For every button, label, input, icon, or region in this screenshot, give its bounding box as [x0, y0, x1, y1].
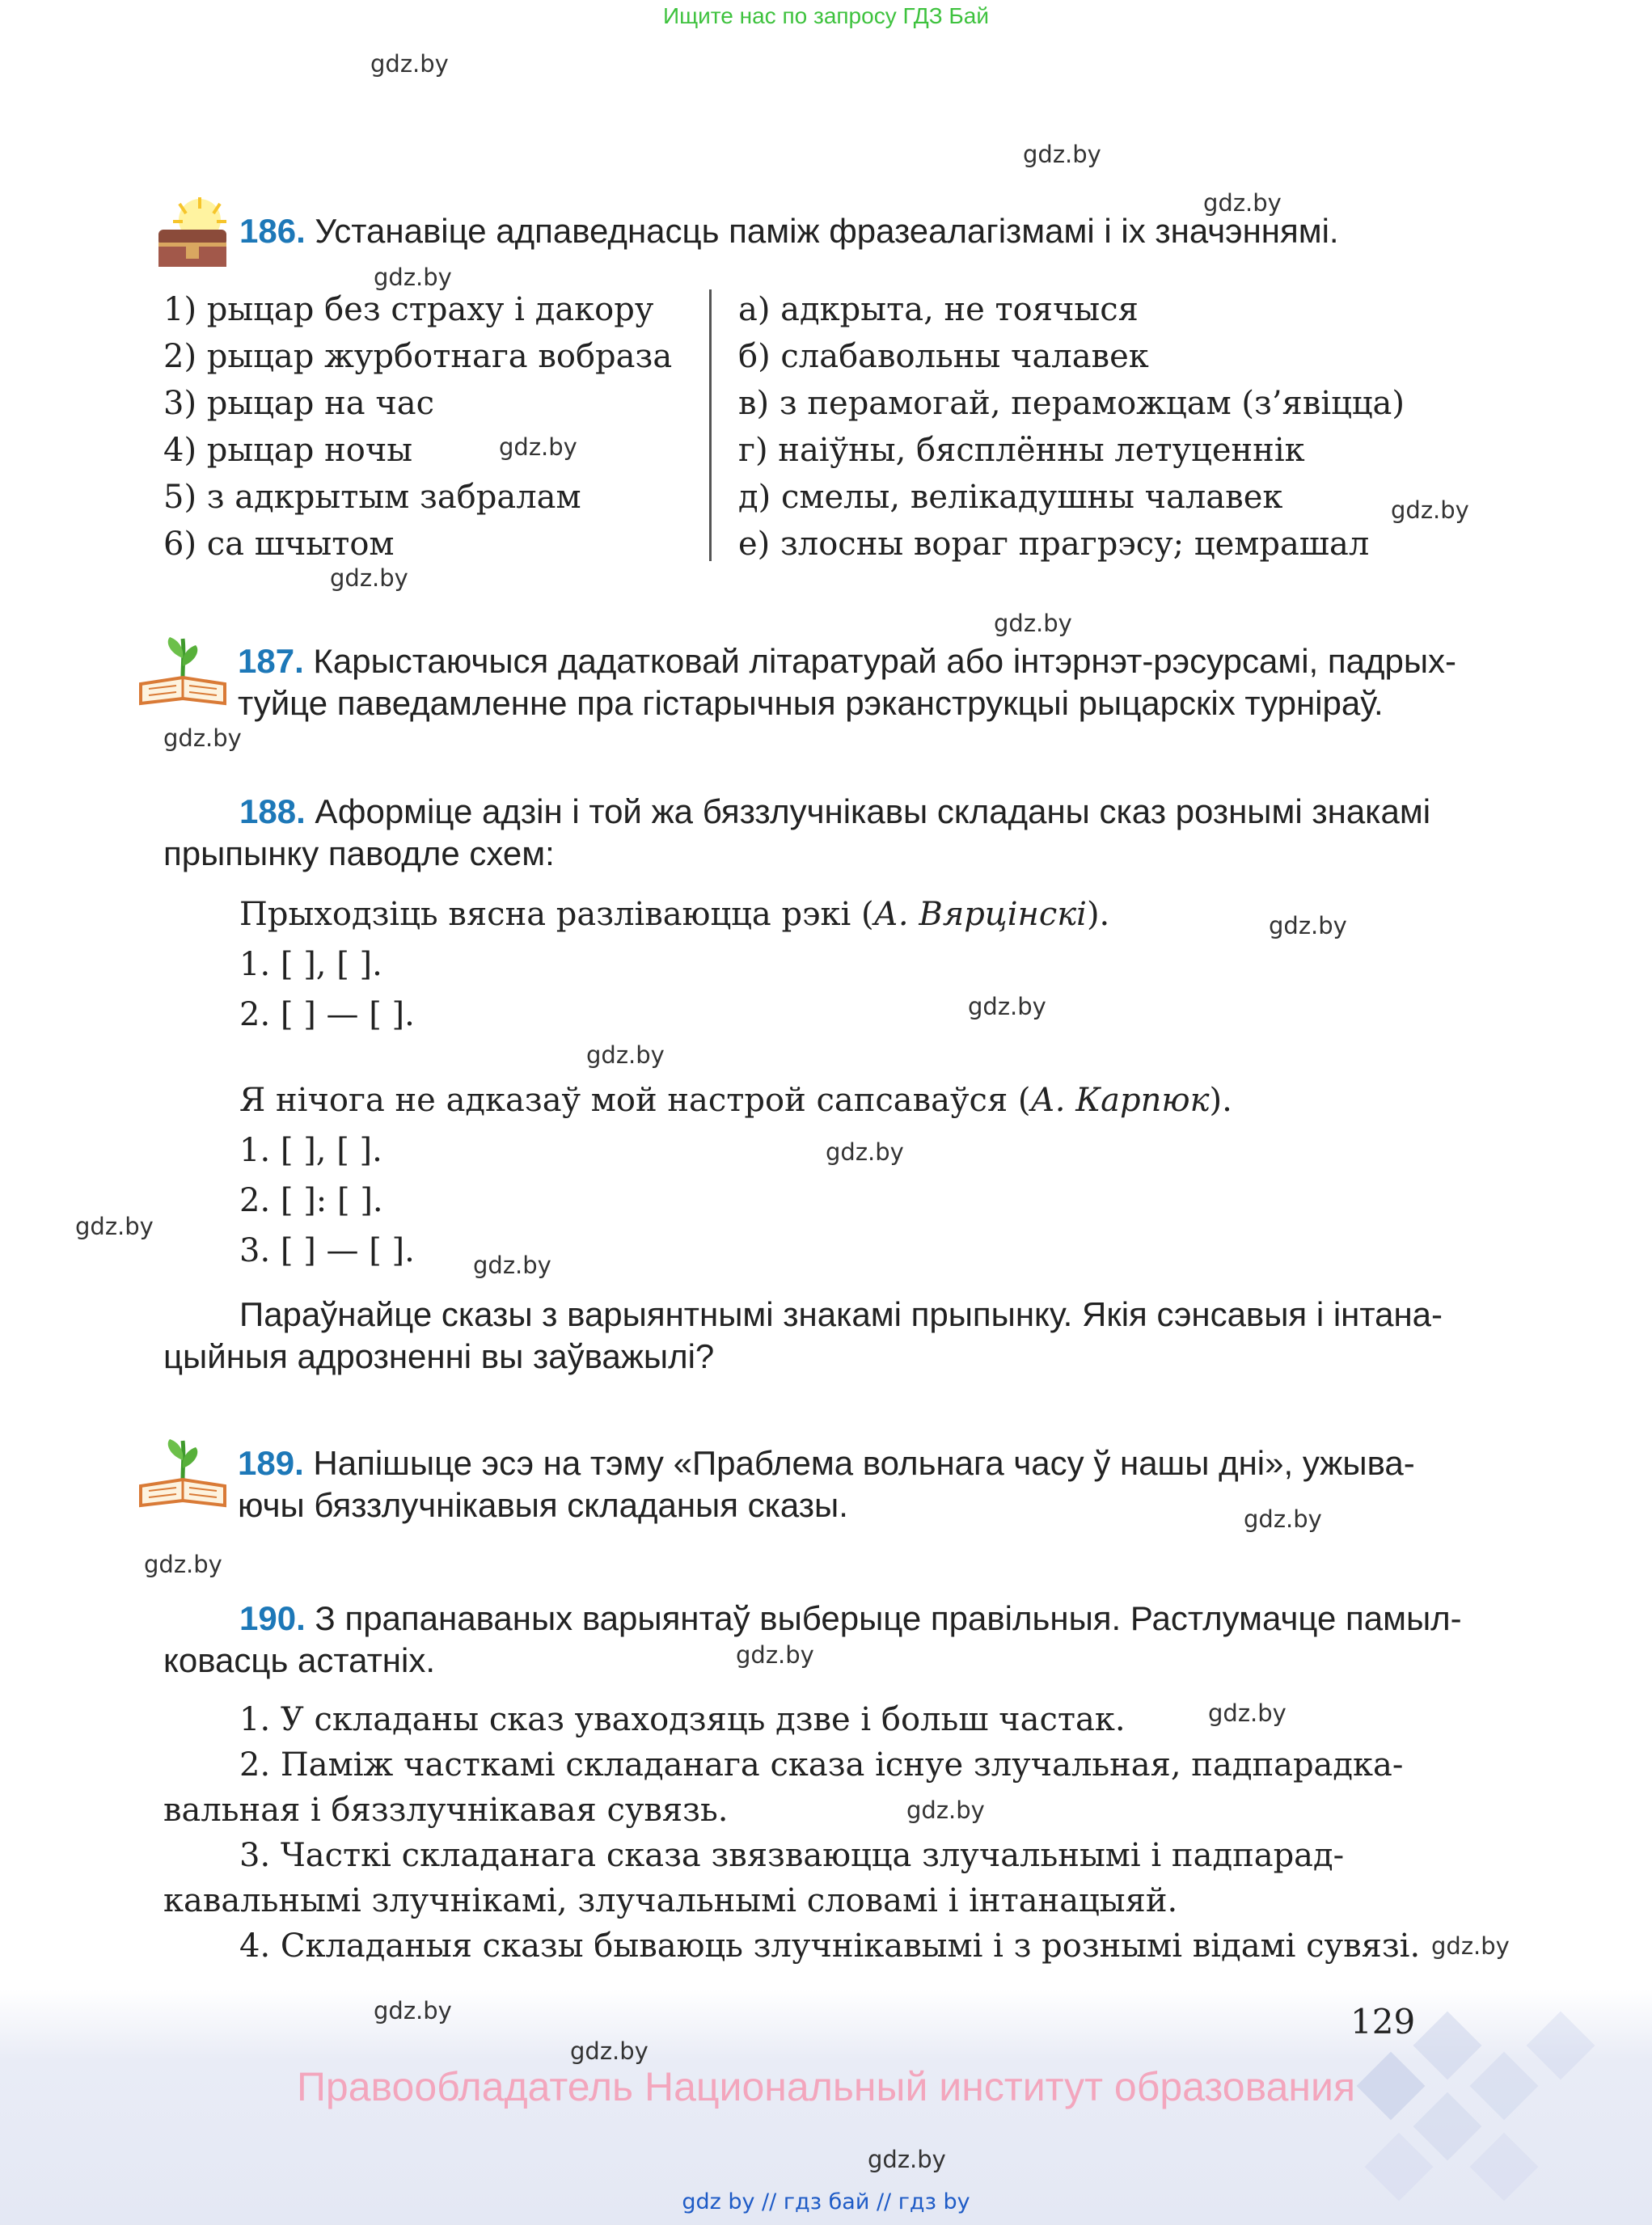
list-item: г) наіўны, бясплённы летуценнік [738, 432, 1305, 469]
watermark: gdz.by [144, 1551, 222, 1578]
list-item: 2) рыцар журботнага вобраза [163, 338, 673, 375]
scheme: 2. [ ]: [ ]. [239, 1182, 383, 1219]
task-188-question [163, 1294, 1443, 1378]
task-text: Устанавіце адпаведнасць паміж фразеалагізмамі і іх значэннямі. [315, 212, 1339, 250]
treasure-chest-icon [155, 197, 230, 274]
watermark: gdz.by [374, 264, 452, 291]
list-item: 6) са шчытом [163, 526, 395, 563]
task-line: цыйныя адрозненні вы заўважылі? [163, 1337, 715, 1375]
task-line: туйце паведамленне пра гістарычныя рэканструкцыі рыцарскіх турніраў. [238, 684, 1384, 722]
task-187 [238, 640, 1456, 724]
scheme: 1. [ ], [ ]. [239, 1132, 382, 1169]
task-189 [238, 1442, 1415, 1526]
list-item: вальная і бяззлучнікавая сувязь. [163, 1792, 729, 1829]
book-sprout-icon [137, 634, 228, 714]
task-188 [163, 791, 1430, 875]
watermark: gdz.by [374, 1997, 452, 2024]
task-line [163, 791, 1430, 833]
list-item: 1. У складаны сказ уваходзяць дзве і больш частак. [239, 1701, 1126, 1738]
page-number: 129 [1350, 2002, 1416, 2041]
task-line: ючы бяззлучнікавыя складаныя сказы. [238, 1486, 848, 1524]
task-number: 187. [238, 642, 304, 680]
task-line [238, 1442, 1415, 1484]
watermark: gdz.by [906, 1796, 985, 1824]
list-item: кавальнымі злучнікамі, злучальнымі словамі і інтанацыяй. [163, 1882, 1178, 1919]
list-item: 5) з адкрытым забралам [163, 479, 581, 516]
watermark: gdz.by [370, 50, 449, 78]
watermark: gdz.by [1023, 141, 1101, 168]
watermark: gdz.by [330, 564, 408, 592]
list-item: е) злосны вораг прагрэсу; цемрашал [738, 526, 1370, 563]
watermark: gdz.by [1203, 189, 1282, 217]
list-item: 3. Часткі складанага сказа звязваюцца злучальнымі і падпарад- [239, 1837, 1345, 1874]
list-item: б) слабавольны чалавек [738, 338, 1149, 375]
author: А. Карпюк [1030, 1082, 1210, 1119]
list-item: в) з перамогай, пераможцам (з’явіцца) [738, 385, 1405, 422]
book-sprout-icon [137, 1436, 228, 1516]
task-text: Напішыце эсэ на тэму «Праблема вольнага часу ў нашы дні», ужыва- [313, 1444, 1415, 1482]
watermark: gdz.by [1208, 1699, 1287, 1727]
watermark: gdz.by [1244, 1505, 1322, 1533]
watermark: gdz.by [499, 433, 577, 461]
watermark: gdz.by [968, 993, 1046, 1020]
sentence-text [239, 1082, 1232, 1119]
watermark: gdz.by [473, 1252, 551, 1279]
scheme: 2. [ ] — [ ]. [239, 996, 415, 1033]
sentence-end: ). [1086, 896, 1110, 933]
top-banner[interactable]: Ищите нас по запросу ГДЗ Бай [662, 3, 990, 28]
watermark: gdz.by [994, 610, 1072, 637]
list-item: 4. Складаныя сказы бываюць злучнікавымі і з рознымі відамі сувязі. [239, 1927, 1421, 1965]
task-line: Параўнайце сказы з варыянтнымі знакамі прыпынку. Якія сэнсавыя і інтана- [239, 1295, 1443, 1333]
task-186-heading [239, 210, 1339, 252]
list-item: 4) рыцар ночы [163, 432, 413, 469]
task-number: 188. [239, 792, 306, 830]
list-item: д) смелы, велікадушны чалавек [738, 479, 1283, 516]
watermark: gdz.by [163, 724, 242, 752]
task-number: 186. [239, 212, 306, 250]
task-line [163, 1598, 1462, 1640]
watermark: gdz.by [1431, 1932, 1510, 1960]
task-190 [163, 1598, 1462, 1682]
watermark: gdz.by [586, 1041, 665, 1069]
watermark: gdz.by [75, 1213, 154, 1240]
task-text: Карыстаючыся дадатковай літаратурай або інтэрнэт-рэсурсамі, падрых- [313, 642, 1457, 680]
bottom-links[interactable]: gdz by // гдз бай // гдз by [682, 2189, 970, 2214]
task-line: ковасць астатніх. [163, 1641, 435, 1679]
column-divider [709, 289, 712, 561]
watermark: gdz.by [1269, 912, 1347, 939]
watermark: gdz.by [1391, 496, 1469, 524]
task-text: З прапанаваных варыянтаў выберыце правільныя. Растлумачце памыл- [315, 1599, 1462, 1637]
task-line [238, 640, 1456, 682]
copyright-notice: Правообладатель Национальный институт образования [296, 2064, 1356, 2109]
task-text: Аформіце адзін і той жа бяззлучнікавы складаны сказ рознымі знакамі [315, 792, 1431, 830]
sentence-body: Я нічога не адказаў мой настрой сапсаваўся ( [239, 1082, 1031, 1119]
watermark: gdz.by [826, 1138, 904, 1166]
sentence-text [239, 896, 1109, 933]
list-item: 2. Паміж часткамі складанага сказа існуе злучальная, падпарадка- [239, 1746, 1404, 1784]
scheme: 3. [ ] — [ ]. [239, 1232, 415, 1269]
scheme: 1. [ ], [ ]. [239, 946, 382, 983]
sentence-body: Прыходзіць вясна разліваюцца рэкі ( [239, 896, 874, 933]
author: А. Вярцінскі [873, 896, 1087, 933]
task-number: 189. [238, 1444, 304, 1482]
list-item: 3) рыцар на час [163, 385, 435, 422]
list-item: 1) рыцар без страху і дакору [163, 291, 654, 328]
watermark: gdz.by [570, 2037, 649, 2065]
watermark: gdz.by [736, 1641, 814, 1669]
sentence-end: ). [1209, 1082, 1232, 1119]
watermark: gdz.by [868, 2146, 946, 2173]
task-line: прыпынку паводле схем: [163, 834, 555, 872]
task-number: 190. [239, 1599, 306, 1637]
list-item: а) адкрыта, не тоячыся [738, 291, 1139, 328]
